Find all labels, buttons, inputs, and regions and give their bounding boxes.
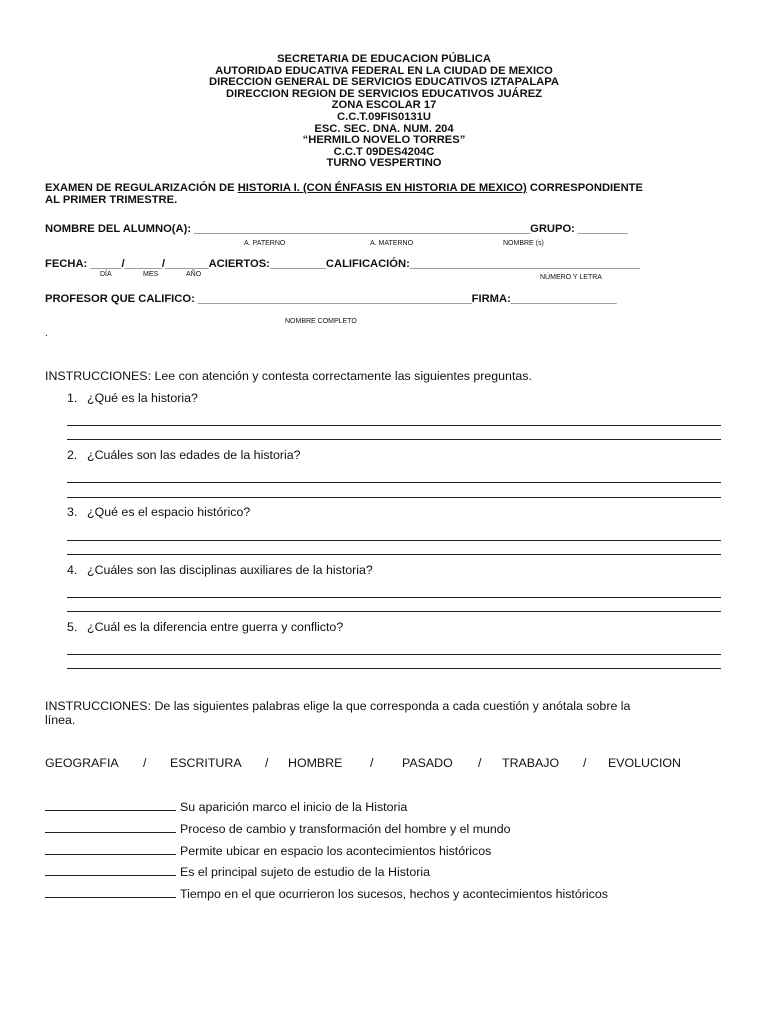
match-item: Su aparición marco el inicio de la Historia [45, 800, 407, 814]
section1-instructions: INSTRUCCIONES: Lee con atención y contesta correctamente las siguientes preguntas. [45, 369, 532, 383]
header-line: SECRETARIA DE EDUCACION PÚBLICA [277, 53, 491, 65]
header-line: C.C.T 09DES4204C [333, 145, 435, 158]
question-3: 3. ¿Qué es el espacio histórico? [67, 505, 251, 519]
word-separator: / [583, 756, 587, 770]
answer-line[interactable] [67, 554, 721, 555]
header-line: DIRECCION REGION DE SERVICIOS EDUCATIVOS JUÁREZ [226, 87, 542, 100]
word-option: TRABAJO [502, 756, 560, 770]
answer-line[interactable] [67, 654, 721, 655]
header-line: DIRECCION GENERAL DE SERVICIOS EDUCATIVOS IZTAPALAPA [209, 76, 559, 89]
exam-title-line2: AL PRIMER TRIMESTRE. [45, 194, 178, 206]
word-separator: / [143, 756, 147, 770]
answer-line[interactable] [67, 425, 721, 426]
question-1: 1. ¿Qué es la historia? [67, 391, 198, 405]
caption-nombre-completo: NOMBRE COMPLETO [285, 318, 357, 325]
match-item: Tiempo en el que ocurrieron los sucesos, hechos y acontecimientos históricos [45, 887, 608, 901]
caption-anio: AÑO [186, 271, 202, 278]
header-line: TURNO VESPERTINO [326, 157, 442, 170]
caption-materno: A. MATERNO [370, 240, 414, 247]
answer-blank[interactable] [45, 844, 176, 855]
match-item: Es el principal sujeto de estudio de la Historia [45, 865, 430, 879]
word-option: GEOGRAFIA [45, 756, 119, 770]
caption-dia: DÍA [100, 271, 112, 278]
question-4: 4. ¿Cuáles son las disciplinas auxiliares de la historia? [67, 563, 373, 577]
date-score-field[interactable]: FECHA: _____/______/_______ACIERTOS:_________CALIFICACIÓN:_____________________________________ [45, 258, 641, 270]
answer-line[interactable] [67, 439, 721, 440]
teacher-field[interactable]: PROFESOR QUE CALIFICO: ____________________________________________FIRMA:_________________ [45, 293, 617, 305]
word-separator: / [478, 756, 482, 770]
student-name-field[interactable]: NOMBRE DEL ALUMNO(A): ______________________________________________________GRUPO: ________ [45, 223, 628, 235]
caption-paterno: A. PATERNO [244, 240, 286, 247]
section2-instructions: INSTRUCCIONES: De las siguientes palabras elige la que corresponda a cada cuestión y anótala sobre la [45, 699, 631, 713]
match-item: Permite ubicar en espacio los acontecimientos históricos [45, 844, 491, 858]
answer-blank[interactable] [45, 865, 176, 876]
word-option: ESCRITURA [170, 756, 242, 770]
header-line: “HERMILO NOVELO TORRES” [302, 134, 466, 147]
word-option: EVOLUCION [608, 756, 681, 770]
header-line: C.C.T.09FIS0131U [337, 110, 431, 123]
answer-line[interactable] [67, 497, 721, 498]
answer-blank[interactable] [45, 800, 176, 811]
question-5: 5. ¿Cuál es la diferencia entre guerra y conflicto? [67, 620, 344, 634]
answer-blank[interactable] [45, 822, 176, 833]
answer-line[interactable] [67, 540, 721, 541]
question-2: 2. ¿Cuáles son las edades de la historia? [67, 448, 301, 462]
word-separator: / [370, 756, 374, 770]
answer-blank[interactable] [45, 887, 176, 898]
answer-line[interactable] [67, 597, 721, 598]
word-option: HOMBRE [288, 756, 343, 770]
header-line: AUTORIDAD EDUCATIVA FEDERAL EN LA CIUDAD DE MEXICO [215, 64, 553, 77]
exam-subject: HISTORIA I. (CON ÉNFASIS EN HISTORIA DE MEXICO) [237, 182, 527, 194]
exam-title: EXAMEN DE REGULARIZACIÓN DE HISTORIA I. (CON ÉNFASIS EN HISTORIA DE MEXICO) CORRESPONDIENTE [45, 182, 643, 194]
answer-line[interactable] [67, 611, 721, 612]
caption-nombres: NOMBRE (s) [503, 240, 544, 247]
word-separator: / [265, 756, 269, 770]
caption-mes: MES [143, 271, 159, 278]
match-item: Proceso de cambio y transformación del hombre y el mundo [45, 822, 511, 836]
section2-instructions-line2: línea. [45, 713, 76, 727]
word-option: PASADO [402, 756, 453, 770]
caption-numero-letra: NÚMERO Y LETRA [540, 274, 602, 281]
answer-line[interactable] [67, 668, 721, 669]
header-line: ZONA ESCOLAR 17 [331, 99, 437, 112]
school-header [0, 54, 768, 170]
stray-dot: . [45, 328, 48, 339]
header-line: ESC. SEC. DNA. NUM. 204 [314, 122, 454, 135]
answer-line[interactable] [67, 482, 721, 483]
